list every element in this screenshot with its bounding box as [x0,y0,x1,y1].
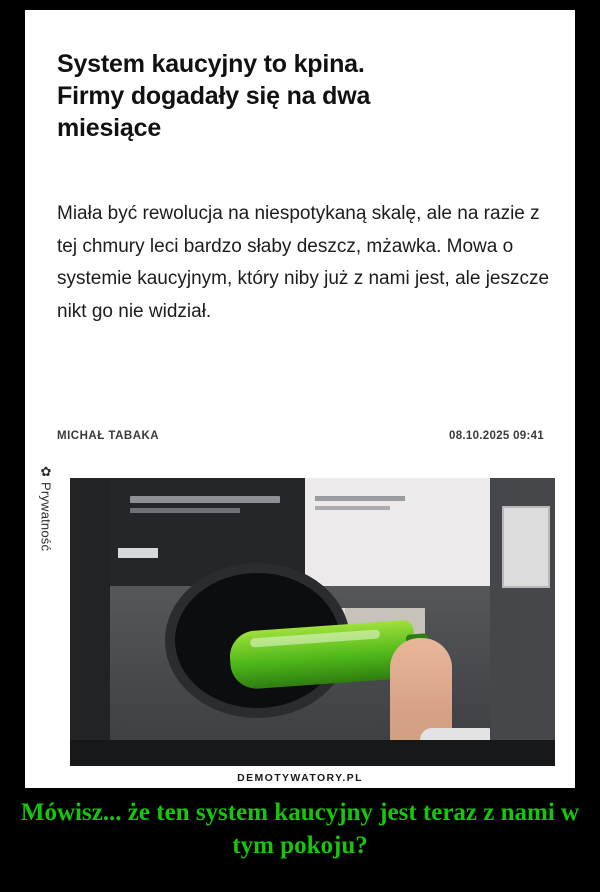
watermark: DEMOTYWATORY.PL [237,772,363,784]
photo-floor [70,740,555,766]
article-lede: Miała być rewolucja na niespotykaną skalę, ale na razie z tej chmury leci bardzo słaby deszcz, mżawka. Mowa o systemie kaucyjnym, który niby już z nami jest, ale jeszcze nikt go nie widział. [57,203,550,323]
article-photo [70,478,555,766]
gear-icon: ✿ [40,464,52,479]
byline-date: 08.10.2025 09:41 [449,430,544,442]
photo-side-window [502,506,550,588]
page-title: System kaucyjny to kpina. Firmy dogadały się na dwa miesiące [57,50,371,142]
photo-wall-left [70,478,110,766]
photo-label-strip-a [130,496,280,503]
photo-instruction-line-1 [315,496,405,501]
byline [57,430,544,442]
photo-instruction-line-2 [315,506,390,510]
photo-label-strip-b [130,508,240,513]
byline-author: MICHAŁ TABAKA [57,430,160,442]
photo-machine-dark-panel [110,478,305,586]
privacy-settings-label: Prywatność [38,482,54,552]
privacy-settings-button[interactable] [29,465,63,635]
photo-brand-plate [118,548,158,558]
article-card [25,10,575,788]
meme-caption: Mówisz... że ten system kaucyjny jest teraz z nami w tym pokoju? [20,799,580,859]
